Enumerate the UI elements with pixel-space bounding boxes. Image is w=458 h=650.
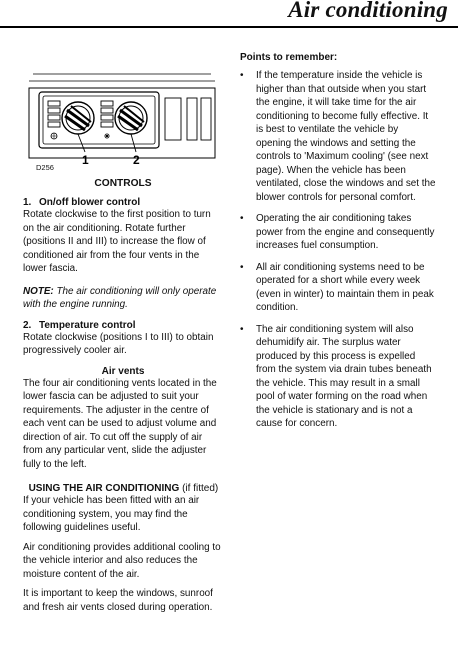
controls-heading: CONTROLS (94, 178, 152, 189)
list-item (240, 69, 436, 204)
using-qualifier: (if fitted) (179, 483, 219, 494)
note-label: NOTE: (23, 285, 54, 297)
item1-heading (23, 197, 223, 208)
item2-title: Temperature control (39, 319, 136, 331)
list-item-text: All air conditioning systems need to be operated for a short while every week (even in winter) to maintain them in peak condition. (256, 261, 434, 313)
figure-code: D256 (36, 163, 54, 172)
using-paragraph-2: Air conditioning provides additional cooling to the vehicle interior and also reduces the moisture content of the air. (23, 541, 221, 580)
item1-text: Rotate clockwise to the first position to turn on the air conditioning. Rotate further (positions II and III) to increase the flow of conditioned air from the four vents in the lower fascia. (23, 209, 211, 274)
item2-heading (23, 320, 223, 331)
list-item-text: Operating the air conditioning takes power from the engine and consequently increases fuel consumption. (256, 213, 435, 251)
bullet-icon: • (240, 323, 244, 335)
list-item (240, 323, 436, 431)
temperature-knob (115, 102, 147, 134)
right-column (240, 52, 436, 439)
item1-number: 1. (23, 197, 32, 208)
using-title: USING THE AIR CONDITIONING (28, 483, 180, 494)
item2-text: Rotate clockwise (positions I to III) to obtain progressively cooler air. (23, 331, 214, 356)
callout-1: 1 (82, 153, 89, 167)
fan-icon (51, 133, 57, 139)
note-paragraph (23, 285, 223, 312)
bullet-icon: • (240, 261, 244, 273)
control-panel-illustration (23, 44, 223, 174)
snowflake-icon (104, 133, 110, 139)
using-heading (23, 483, 223, 494)
points-heading: Points to remember: (240, 52, 338, 63)
list-item (240, 212, 436, 253)
callout-2: 2 (133, 153, 140, 167)
bullet-icon: • (240, 70, 244, 81)
left-column (23, 44, 223, 614)
note-text: The air conditioning will only operate with the engine running. (23, 285, 217, 310)
list-item (240, 261, 436, 315)
page-header (0, 0, 458, 24)
blower-knob (62, 102, 94, 134)
bullet-icon: • (240, 213, 244, 224)
air-vents-heading: Air vents (101, 365, 145, 377)
air-vents-text: The four air conditioning vents located in the lower fascia can be adjusted to suit your requirements. The adjuster in the centre of each vent can be used to adjust volume and direction of air. To cut off the supply of air from any particular vent, slide the adjuster fully to the left. (23, 377, 217, 470)
item2-number: 2. (23, 319, 32, 331)
page-title: Air conditioning (288, 0, 448, 22)
using-paragraph-3: It is important to keep the windows, sunroof and fresh air vents closed during operation. (23, 588, 213, 613)
list-item-text: If the temperature inside the vehicle is higher than that outside when you start the engine, it will take time for the air conditioning to become fully effective. It is best to ventilate the vehicle by opening the windows and setting the controls to 'Maximum cooling' (see next page). When the vehicle has been ventilated, close the windows and set the blower controls for personal comfort. (256, 70, 436, 203)
header-rule (0, 26, 458, 28)
using-paragraph-1: If your vehicle has been fitted with an air conditioning system, you may find the following guidelines useful. (23, 495, 200, 533)
item1-title: On/off blower control (39, 197, 141, 208)
ac-control-panel-figure (23, 44, 223, 174)
list-item-text: The air conditioning system will also dehumidify air. The surplus water produced by this process is expelled from the system via drain tubes beneath the vehicle. This may result in a small pool of water forming on the road when the vehicle is stationary and is not a cause for concern. (256, 323, 432, 429)
